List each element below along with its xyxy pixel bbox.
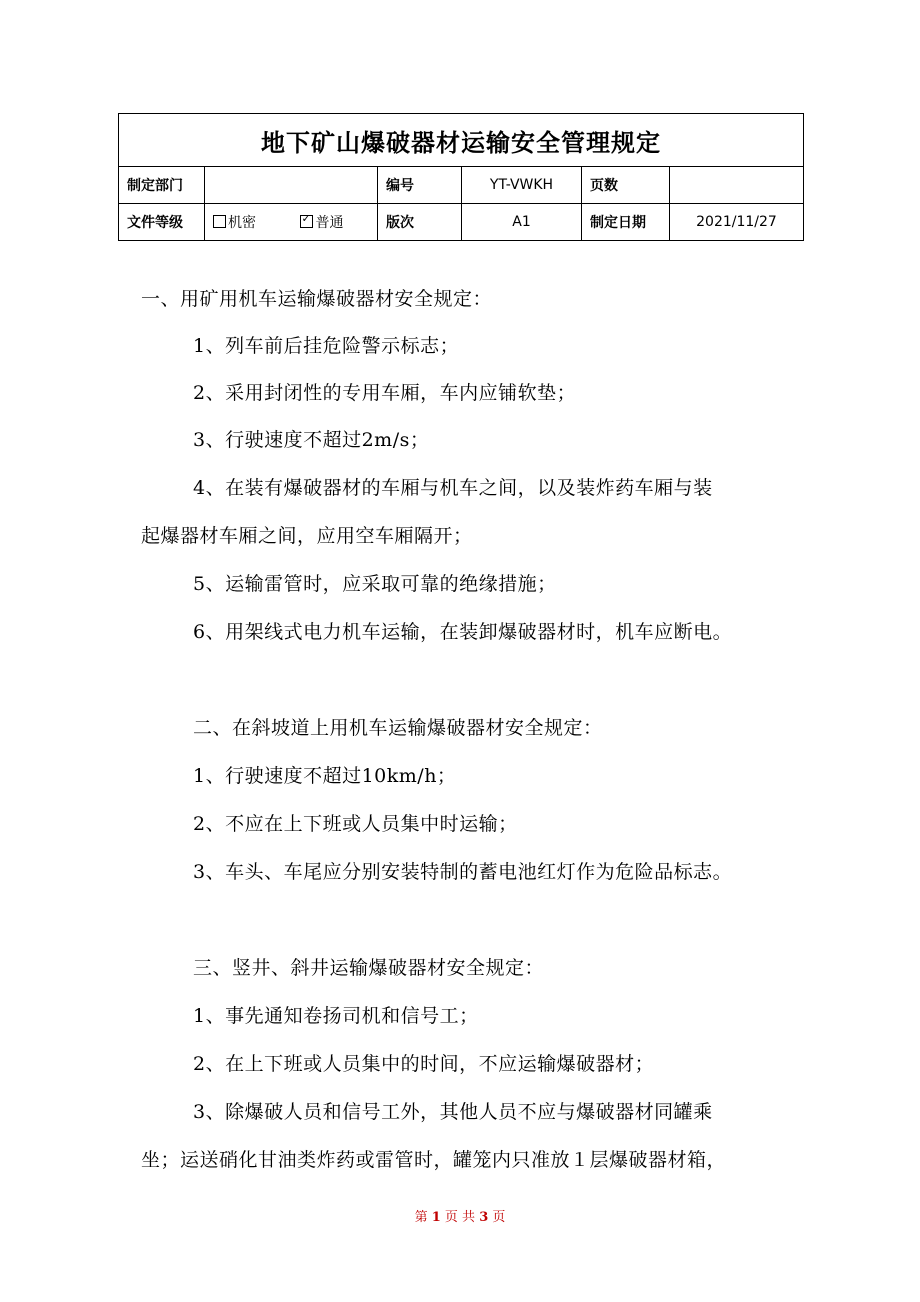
footer-suffix: 页: [492, 1210, 506, 1225]
current-page: 1: [431, 1210, 441, 1225]
paragraph-line: 坐；运送硝化甘油类炸药或雷管时，罐笼内只准放１层爆破器材箱，: [141, 1149, 727, 1171]
section-heading: 二、在斜坡道上用机车运输爆破器材安全规定：: [193, 717, 603, 739]
paragraph-line: 3、除爆破人员和信号工外，其他人员不应与爆破器材同罐乘: [193, 1101, 713, 1123]
dept-label: 制定部门: [119, 167, 205, 204]
footer-prefix: 第: [414, 1210, 428, 1225]
checked-box-icon: [300, 215, 313, 228]
section-heading: 一、用矿用机车运输爆破器材安全规定：: [141, 288, 493, 310]
paragraph-line: 4、在装有爆破器材的车厢与机车之间，以及装炸药车厢与装: [193, 477, 713, 499]
paragraph-line: 2、采用封闭性的专用车厢，车内应铺软垫；: [193, 382, 577, 404]
level-normal-option: [300, 215, 343, 231]
footer-mid: 页 共: [444, 1210, 476, 1225]
paragraph-line: 1、列车前后挂危险警示标志；: [193, 335, 460, 357]
paragraph-line: 3、车头、车尾应分别安装特制的蓄电池红灯作为危险品标志。: [193, 861, 733, 883]
pages-value: [670, 167, 804, 204]
paragraph-line: 5、运输雷管时，应采取可靠的绝缘措施；: [193, 573, 557, 595]
level-secret-text: 机密: [228, 215, 256, 231]
date-label: 制定日期: [582, 204, 670, 241]
code-value: YT-VWKH: [462, 167, 582, 204]
level-secret-option: [213, 215, 256, 231]
paragraph-line: 1、行驶速度不超过10km/h；: [193, 765, 457, 787]
level-options: [205, 204, 378, 241]
version-value: A1: [462, 204, 582, 241]
code-label: 编号: [378, 167, 462, 204]
paragraph-line: 3、行驶速度不超过2m/s；: [193, 429, 430, 451]
paragraph-line: 2、不应在上下班或人员集中时运输；: [193, 813, 518, 835]
paragraph-line: 起爆器材车厢之间，应用空车厢隔开；: [141, 525, 473, 547]
paragraph-line: 6、用架线式电力机车运输，在装卸爆破器材时，机车应断电。: [193, 621, 733, 643]
document-title: 地下矿山爆破器材运输安全管理规定: [119, 114, 804, 167]
total-pages: 3: [479, 1210, 489, 1225]
paragraph-line: 2、在上下班或人员集中的时间，不应运输爆破器材；: [193, 1053, 655, 1075]
document-header-table: [118, 113, 804, 241]
level-normal-text: 普通: [315, 215, 344, 231]
date-value: 2021/11/27: [670, 204, 804, 241]
level-label: 文件等级: [119, 204, 205, 241]
dept-value: [205, 167, 378, 204]
unchecked-box-icon: [213, 215, 226, 228]
pages-label: 页数: [582, 167, 670, 204]
section-heading: 三、竖井、斜井运输爆破器材安全规定：: [193, 957, 545, 979]
version-label: 版次: [378, 204, 462, 241]
paragraph-line: 1、事先通知卷扬司机和信号工；: [193, 1005, 479, 1027]
page-footer: [0, 1206, 920, 1225]
